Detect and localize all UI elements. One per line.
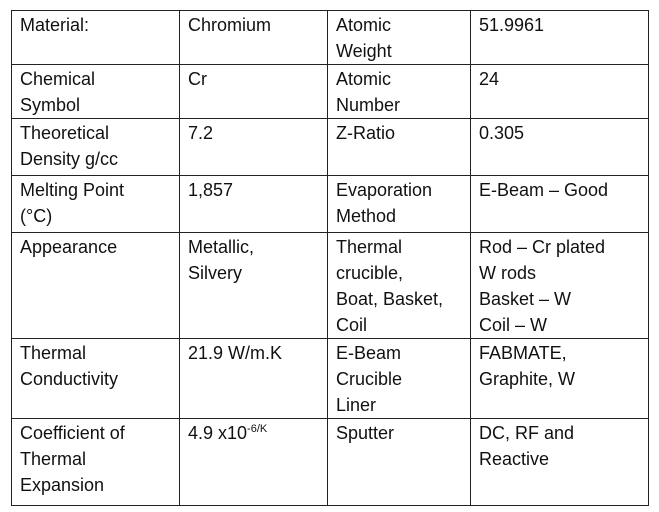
value-thermal-conductivity: 21.9 W/m.K xyxy=(180,339,328,419)
table-row xyxy=(12,176,649,233)
value-z-ratio: 0.305 xyxy=(471,119,649,176)
value-thermal-expansion xyxy=(180,419,328,506)
label-thermal-conductivity: Thermal Conductivity xyxy=(12,339,180,419)
label-ebeam-crucible-liner: E-Beam Crucible Liner xyxy=(328,339,471,419)
value-chemical-symbol: Cr xyxy=(180,65,328,119)
value-ebeam-crucible-liner: FABMATE, Graphite, W xyxy=(471,339,649,419)
table-row xyxy=(12,419,649,506)
material-properties-table xyxy=(11,10,649,506)
table-row xyxy=(12,65,649,119)
label-theoretical-density: Theoretical Density g/cc xyxy=(12,119,180,176)
label-evaporation-method: Evaporation Method xyxy=(328,176,471,233)
value-theoretical-density: 7.2 xyxy=(180,119,328,176)
label-thermal-methods: Thermal crucible, Boat, Basket, Coil xyxy=(328,233,471,339)
value-appearance: Metallic, Silvery xyxy=(180,233,328,339)
value-evaporation-method: E-Beam – Good xyxy=(471,176,649,233)
label-sputter: Sputter xyxy=(328,419,471,506)
value-sputter: DC, RF and Reactive xyxy=(471,419,649,506)
label-material: Material: xyxy=(12,11,180,65)
value-melting-point: 1,857 xyxy=(180,176,328,233)
label-z-ratio: Z-Ratio xyxy=(328,119,471,176)
label-appearance: Appearance xyxy=(12,233,180,339)
table-row xyxy=(12,339,649,419)
table-row xyxy=(12,233,649,339)
value-material: Chromium xyxy=(180,11,328,65)
label-atomic-weight: Atomic Weight xyxy=(328,11,471,65)
value-atomic-weight: 51.9961 xyxy=(471,11,649,65)
label-melting-point: Melting Point (°C) xyxy=(12,176,180,233)
table-row xyxy=(12,119,649,176)
value-thermal-methods: Rod – Cr plated W rods Basket – W Coil – W xyxy=(471,233,649,339)
thermal-expansion-exponent: -6/K xyxy=(247,423,268,435)
label-atomic-number: Atomic Number xyxy=(328,65,471,119)
thermal-expansion-base: 4.9 x10 xyxy=(188,423,248,443)
label-thermal-expansion: Coefficient of Thermal Expansion xyxy=(12,419,180,506)
label-chemical-symbol: Chemical Symbol xyxy=(12,65,180,119)
table-row xyxy=(12,11,649,65)
value-atomic-number: 24 xyxy=(471,65,649,119)
